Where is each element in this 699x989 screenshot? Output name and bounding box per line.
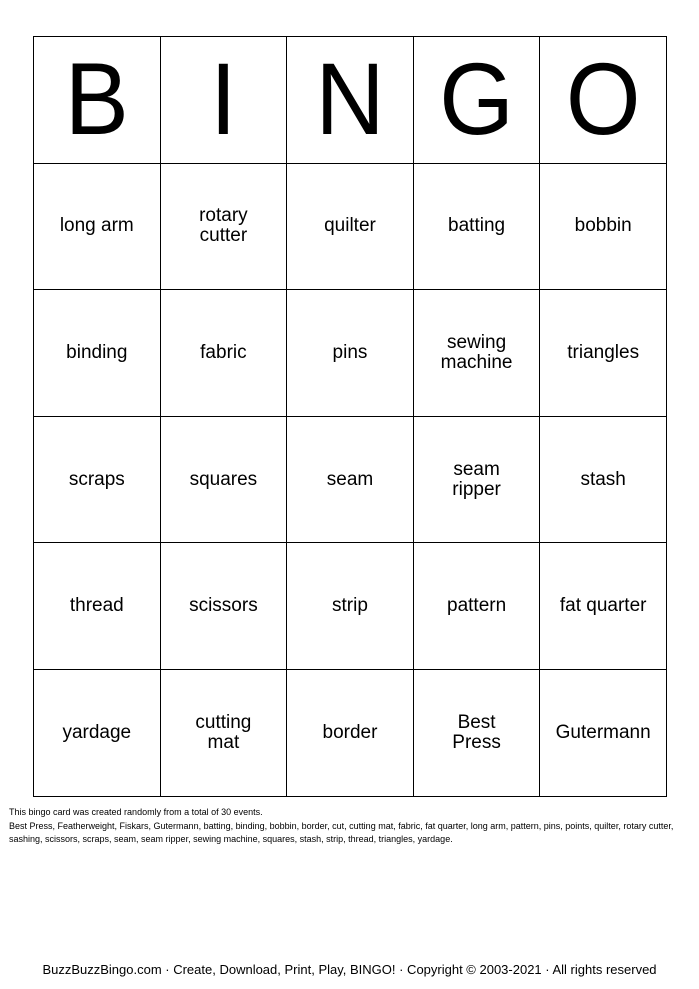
bingo-card [33,36,667,797]
bingo-cell [413,416,540,543]
card-row [34,669,667,796]
cell-text-line: thread [69,595,124,617]
cell-text-line: scraps [68,468,125,490]
header-cell-i [160,37,287,164]
bingo-cell [540,290,667,417]
note-summary: This bingo card was created randomly from a total of 30 events. [9,807,263,817]
card-row [34,163,667,290]
bingo-cell [34,669,161,796]
cell-text-line: binding [66,341,128,363]
bingo-cell [287,669,414,796]
cell-text-line: rotary [199,205,248,227]
bingo-cell [287,543,414,670]
bingo-cell [540,416,667,543]
bingo-cell [160,416,287,543]
bingo-cell [34,416,161,543]
cell-text-line: mat [207,731,240,753]
note-event-list: Best Press, Featherweight, Fiskars, Gutermann, batting, binding, bobbin, border, cut, cutting mat, fabric, fat quarter, long arm, pattern, pins, points, quilter, rotary cutter, sashing, scissors, scraps, seam, seam ripper, sewing machine, squares, stash, strip, thread, triangles, yardage. [9,820,674,844]
bingo-cell [160,543,287,670]
cell-text-line: Best [457,711,496,733]
card-row [34,416,667,543]
bingo-cell [413,669,540,796]
card-row [34,543,667,670]
bingo-cell [160,290,287,417]
header-letter: G [439,42,514,156]
header-letter: I [210,42,237,156]
cell-text-line: fat quarter [559,595,647,617]
bingo-cell [287,416,414,543]
bingo-cell [540,163,667,290]
cell-text-line: triangles [567,341,640,363]
card-row [34,290,667,417]
page-footer: BuzzBuzzBingo.com · Create, Download, Print, Play, BINGO! · Copyright © 2003-2021 · All rights reserved [42,962,657,977]
cell-text-line: strip [332,595,368,617]
bingo-cell [34,543,161,670]
header-letter: B [64,42,129,156]
bingo-cell [413,163,540,290]
bingo-cell [540,669,667,796]
bingo-cell [540,543,667,670]
bingo-cell [160,163,287,290]
cell-text-line: cutter [199,225,248,247]
cell-text-line: Press [452,731,501,753]
cell-text-line: scissors [189,595,258,617]
cell-text-line: squares [189,468,258,490]
cell-text-line: pattern [447,595,507,617]
cell-text-line: Gutermann [555,721,651,743]
card-note [9,806,689,847]
bingo-cell [413,543,540,670]
cell-text-line: seam [453,458,500,480]
cell-text-line: quilter [324,215,376,237]
header-cell-g [413,37,540,164]
cell-text-line: cutting [195,711,252,733]
cell-text-line: pins [332,341,368,363]
bingo-cell [413,290,540,417]
cell-text-line: stash [580,468,626,490]
cell-text-line: yardage [62,721,132,743]
bingo-cell [34,163,161,290]
cell-text-line: long arm [59,215,134,237]
cell-text-line: batting [448,215,506,237]
bingo-cell [34,290,161,417]
cell-text-line: ripper [452,478,501,500]
cell-text-line: sewing [447,331,507,353]
header-cell-n [287,37,414,164]
header-letter: N [315,42,385,156]
cell-text-line: bobbin [574,215,632,237]
cell-text-line: seam [326,468,374,490]
bingo-cell [287,290,414,417]
bingo-cell [287,163,414,290]
cell-text-line: machine [440,351,513,373]
cell-text-line: fabric [200,341,247,363]
cell-text-line: border [322,721,378,743]
header-cell-b [34,37,161,164]
header-letter: O [565,42,641,156]
header-row [34,37,667,164]
header-cell-o [540,37,667,164]
bingo-cell [160,669,287,796]
